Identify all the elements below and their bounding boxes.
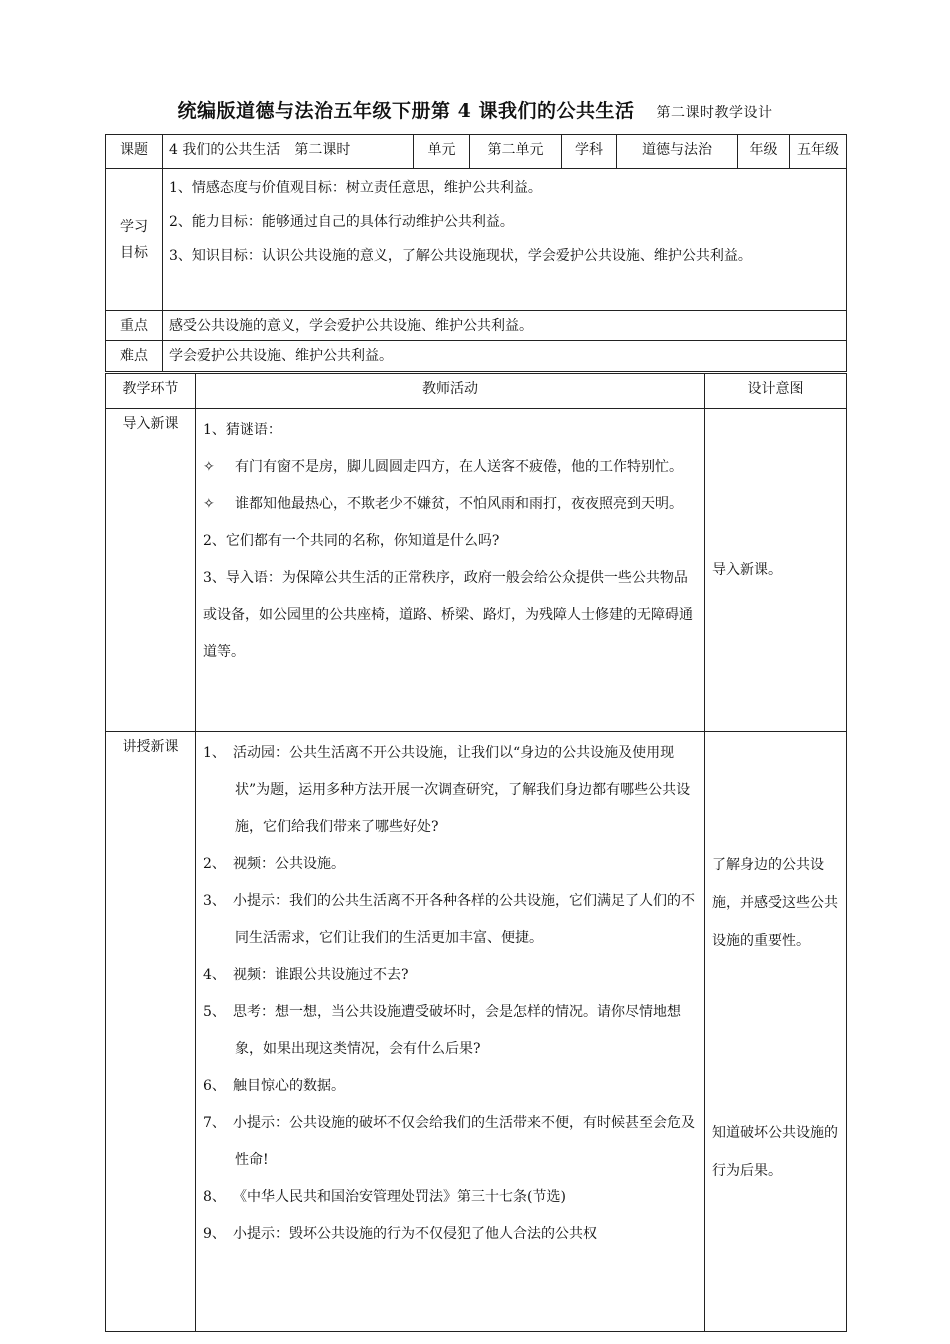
key-point-text: 感受公共设施的意义，学会爱护公共设施、维护公共利益。: [163, 311, 847, 341]
lesson-item: [203, 994, 698, 1068]
topic-label: 课题: [106, 135, 163, 169]
objectives-label: 学习目标: [106, 169, 163, 311]
diamond-bullet-icon: ✧: [203, 459, 215, 475]
info-row: [106, 135, 847, 169]
title-main: 统编版道德与法治五年级下册第 4 课我们的公共生活: [177, 100, 635, 122]
riddle-item: [203, 486, 698, 523]
header-stage: 教学环节: [106, 374, 196, 409]
subject-value: 道德与法治: [617, 135, 738, 169]
objectives-content: [163, 169, 847, 311]
diamond-bullet-icon: ✧: [203, 496, 215, 512]
intro-question: 2、它们都有一个共同的名称，你知道是什么吗?: [203, 533, 500, 549]
unit-label: 单元: [414, 135, 470, 169]
unit-value: 第二单元: [470, 135, 562, 169]
lesson-item: [203, 1216, 698, 1253]
item-text: 《中华人民共和国治安管理处罚法》第三十七条(节选): [233, 1189, 566, 1205]
teaching-process-table: [105, 373, 847, 1332]
item-number: 8、: [203, 1189, 226, 1205]
document-title: [0, 96, 950, 123]
grade-label: 年级: [738, 135, 790, 169]
lesson-activity: [196, 732, 705, 1332]
lesson-info-table: [105, 134, 847, 372]
item-text: 思考：想一想，当公共设施遭受破坏时，会是怎样的情况。请你尽情地想象，如果出现这类情况，会有什么后果?: [233, 1004, 681, 1057]
objectives-row: [106, 169, 847, 311]
item-number: 5、: [203, 1004, 226, 1020]
key-point-label: 重点: [106, 311, 163, 341]
item-number: 4、: [203, 967, 226, 983]
title-subtitle: 第二课时教学设计: [656, 105, 773, 121]
difficulty-text: 学会爱护公共设施、维护公共利益。: [163, 341, 847, 372]
key-point-row: [106, 311, 847, 341]
intro-intent: 导入新课。: [705, 409, 847, 732]
intro-stage: 导入新课: [106, 409, 196, 732]
item-number: 2、: [203, 856, 226, 872]
objective-item: 2、能力目标：能够通过自己的具体行动维护公共利益。: [169, 214, 514, 230]
subject-label: 学科: [562, 135, 617, 169]
item-number: 6、: [203, 1078, 226, 1094]
lesson-row: [106, 732, 847, 1332]
item-text: 视频：公共设施。: [233, 856, 345, 872]
riddle-text: 有门有窗不是房，脚儿圆圆走四方，在人送客不疲倦，他的工作特别忙。: [235, 459, 683, 475]
difficulty-row: [106, 341, 847, 372]
lesson-item: [203, 735, 698, 846]
intro-statement: 3、导入语：为保障公共生活的正常秩序，政府一般会给公众提供一些公共物品或设备，如公园里的公共座椅，道路、桥梁、路灯，为残障人士修建的无障碍通道等。: [203, 570, 693, 660]
intent-spacer: [712, 960, 839, 1114]
item-number: 1、: [203, 745, 226, 761]
intent-spacer: [712, 732, 839, 846]
intent-facilities: 了解身边的公共设施，并感受这些公共设施的重要性。: [712, 857, 838, 949]
lesson-item: [203, 957, 698, 994]
topic-value: 4 我们的公共生活 第二课时: [163, 135, 414, 169]
item-text: 视频：谁跟公共设施过不去?: [233, 967, 409, 983]
lesson-item: [203, 1068, 698, 1105]
item-text: 小提示：公共设施的破坏不仅会给我们的生活带来不便，有时候甚至会危及性命!: [233, 1115, 695, 1168]
objective-item: 3、知识目标：认识公共设施的意义，了解公共设施现状，学会爱护公共设施、维护公共利益。: [169, 248, 752, 264]
item-number: 7、: [203, 1115, 226, 1131]
item-number: 3、: [203, 893, 226, 909]
item-text: 触目惊心的数据。: [233, 1078, 345, 1094]
item-text: 小提示：我们的公共生活离不开各种各样的公共设施，它们满足了人们的不同生活需求，它们让我们的生活更加丰富、便捷。: [233, 893, 695, 946]
item-text: 活动园：公共生活离不开公共设施，让我们以“身边的公共设施及使用现状”为题，运用多种方法开展一次调查研究，了解我们身边都有哪些公共设施，它们给我们带来了哪些好处?: [233, 745, 691, 835]
difficulty-label: 难点: [106, 341, 163, 372]
process-header-row: [106, 374, 847, 409]
lesson-intent: [705, 732, 847, 1332]
intro-activity: [196, 409, 705, 732]
lesson-item: [203, 846, 698, 883]
riddle-text: 谁都知他最热心，不欺老少不嫌贫，不怕风雨和雨打，夜夜照亮到天明。: [235, 496, 683, 512]
header-activity: 教师活动: [196, 374, 705, 409]
riddle-item: [203, 449, 698, 486]
lesson-item: [203, 1105, 698, 1179]
lesson-item: [203, 1179, 698, 1216]
lesson-stage: 讲授新课: [106, 732, 196, 1332]
item-text: 小提示：毁坏公共设施的行为不仅侵犯了他人合法的公共权: [233, 1226, 597, 1242]
header-intent: 设计意图: [705, 374, 847, 409]
item-number: 9、: [203, 1226, 226, 1242]
intro-row: [106, 409, 847, 732]
riddle-title: 1、猜谜语：: [203, 422, 282, 438]
intent-consequences: 知道破坏公共设施的行为后果。: [712, 1125, 838, 1179]
grade-value: 五年级: [790, 135, 847, 169]
objective-item: 1、情感态度与价值观目标：树立责任意思，维护公共利益。: [169, 180, 542, 196]
lesson-item: [203, 883, 698, 957]
